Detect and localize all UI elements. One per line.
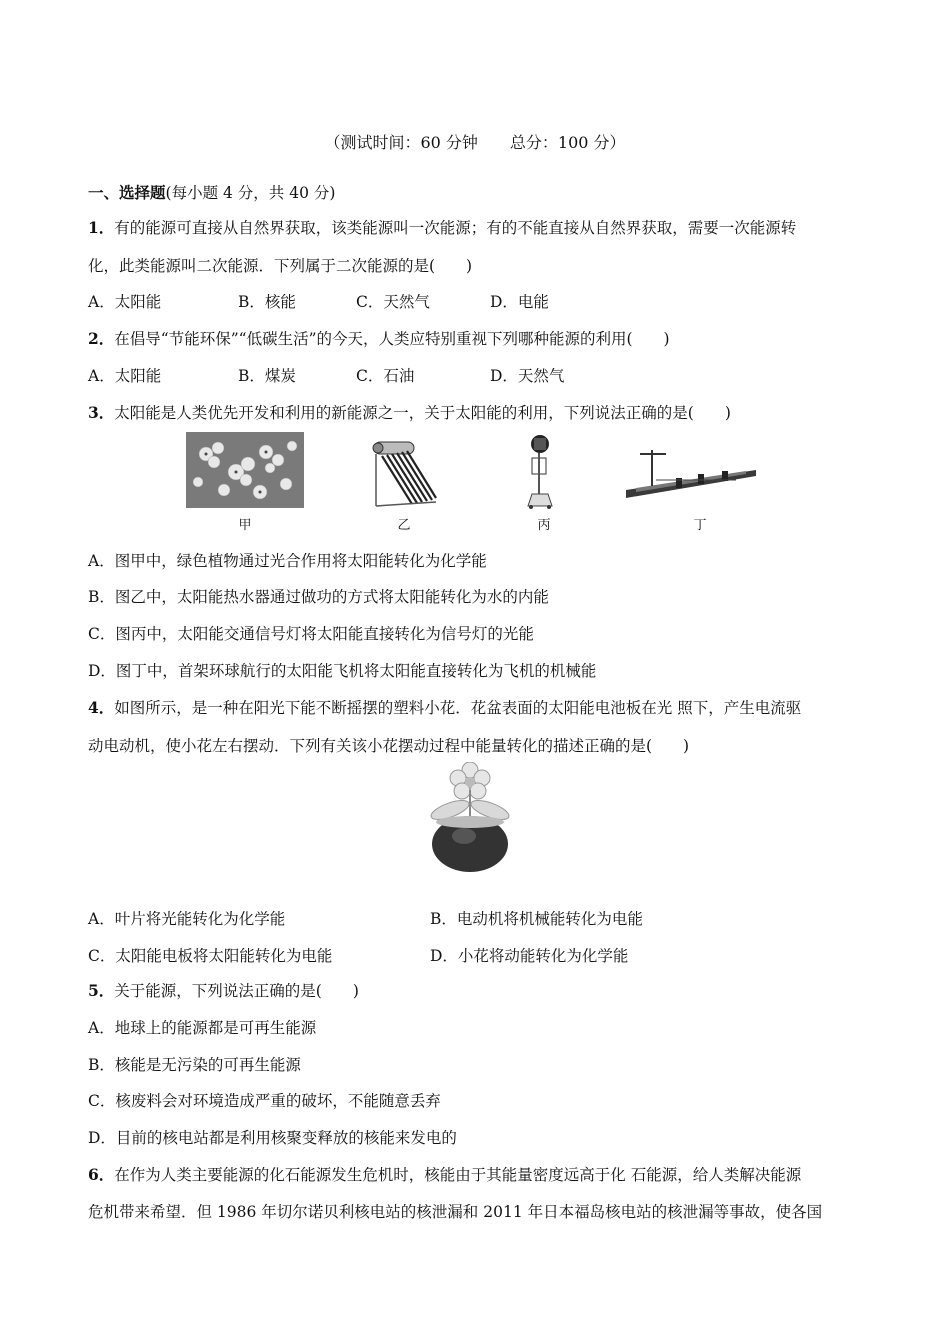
- option-c: C．天然气: [356, 293, 430, 311]
- figure-label-bing: 丙: [537, 518, 551, 533]
- question-5-option-c: C．核废料会对环境造成严重的破坏，不能随意丢弃: [88, 1092, 441, 1110]
- question-2: [88, 329, 670, 349]
- question-number: 2．: [88, 329, 115, 348]
- question-3-option-c: C．图丙中，太阳能交通信号灯将太阳能直接转化为信号灯的光能: [88, 625, 534, 643]
- flower-photo-image: [186, 432, 304, 508]
- question-4-option-b: B．电动机将机械能转化为电能: [430, 910, 643, 928]
- figure-label-yi: 乙: [397, 518, 411, 533]
- solar-traffic-light-image: [524, 434, 560, 510]
- question-5-option-b: B．核能是无污染的可再生能源: [88, 1056, 301, 1074]
- section-note: (每小题 4 分，共 40 分): [165, 184, 336, 202]
- solar-water-heater-image: [368, 436, 440, 510]
- question-4-option-c: C．太阳能电板将太阳能转化为电能: [88, 947, 333, 965]
- figure-label-jia: 甲: [238, 518, 252, 533]
- question-5: [88, 981, 359, 1001]
- question-4-continued: 动电动机，使小花左右摆动．下列有关该小花摆动过程中能量转化的描述正确的是( ): [88, 737, 690, 755]
- question-5-option-a: A．地球上的能源都是可再生能源: [88, 1019, 317, 1037]
- question-5-option-d: D．目前的核电站都是利用核聚变释放的核能来发电的: [88, 1129, 457, 1147]
- question-text: 有的能源可直接从自然界获取，该类能源叫一次能源；有的不能直接从自然界获取，需要一次能源转: [114, 219, 797, 237]
- question-text: 在作为人类主要能源的化石能源发生危机时，核能由于其能量密度远高于化 石能源，给人类解决能源: [114, 1166, 802, 1184]
- figure-label-ding: 丁: [693, 518, 707, 533]
- question-2-options: [88, 366, 564, 386]
- question-number: 1．: [88, 218, 115, 237]
- solar-flower-toy-image: [420, 762, 520, 872]
- question-3-option-b: B．图乙中，太阳能热水器通过做功的方式将太阳能转化为水的内能: [88, 588, 549, 606]
- option-d: D．天然气: [490, 367, 565, 385]
- solar-plane-image: [626, 440, 756, 500]
- question-4-option-a: A．叶片将光能转化为化学能: [88, 910, 286, 928]
- question-6-continued: 危机带来希望．但 1986 年切尔诺贝利核电站的核泄漏和 2011 年日本福岛核电站的核泄漏等事故，使各国: [88, 1203, 823, 1221]
- question-3-option-a: A．图甲中，绿色植物通过光合作用将太阳能转化为化学能: [88, 552, 487, 570]
- question-text: 太阳能是人类优先开发和利用的新能源之一，关于太阳能的利用，下列说法正确的是( ): [114, 404, 731, 422]
- option-c: C．石油: [356, 367, 415, 385]
- question-1-options: [88, 292, 549, 312]
- question-4: [88, 698, 801, 718]
- question-number: 6．: [88, 1165, 115, 1184]
- question-3: [88, 403, 731, 423]
- option-a: A．太阳能: [88, 293, 162, 311]
- option-b: B．煤炭: [238, 367, 296, 385]
- section-heading: [88, 181, 335, 203]
- question-4-option-d: D．小花将动能转化为化学能: [430, 947, 629, 965]
- question-1-continued: 化，此类能源叫二次能源．下列属于二次能源的是( ): [88, 257, 473, 275]
- question-number: 4．: [88, 698, 115, 717]
- question-number: 5．: [88, 981, 115, 1000]
- question-text: 关于能源，下列说法正确的是( ): [114, 982, 359, 1000]
- question-3-option-d: D．图丁中，首架环球航行的太阳能飞机将太阳能直接转化为飞机的机械能: [88, 662, 597, 680]
- question-3-figures: [0, 432, 950, 532]
- test-info-header: （测试时间：60 分钟 总分：100 分）: [324, 133, 626, 152]
- question-text: 如图所示，是一种在阳光下能不断摇摆的塑料小花．花盆表面的太阳能电池板在光 照下，产生电流驱: [114, 699, 802, 717]
- section-title: 一、选择题: [88, 183, 166, 202]
- question-6: [88, 1165, 801, 1185]
- question-text: 在倡导“节能环保”“低碳生活”的今天，人类应特别重视下列哪种能源的利用( ): [114, 330, 670, 348]
- question-number: 3．: [88, 403, 115, 422]
- option-a: A．太阳能: [88, 367, 162, 385]
- option-b: B．核能: [238, 293, 296, 311]
- option-d: D．电能: [490, 293, 549, 311]
- question-1: [88, 218, 796, 238]
